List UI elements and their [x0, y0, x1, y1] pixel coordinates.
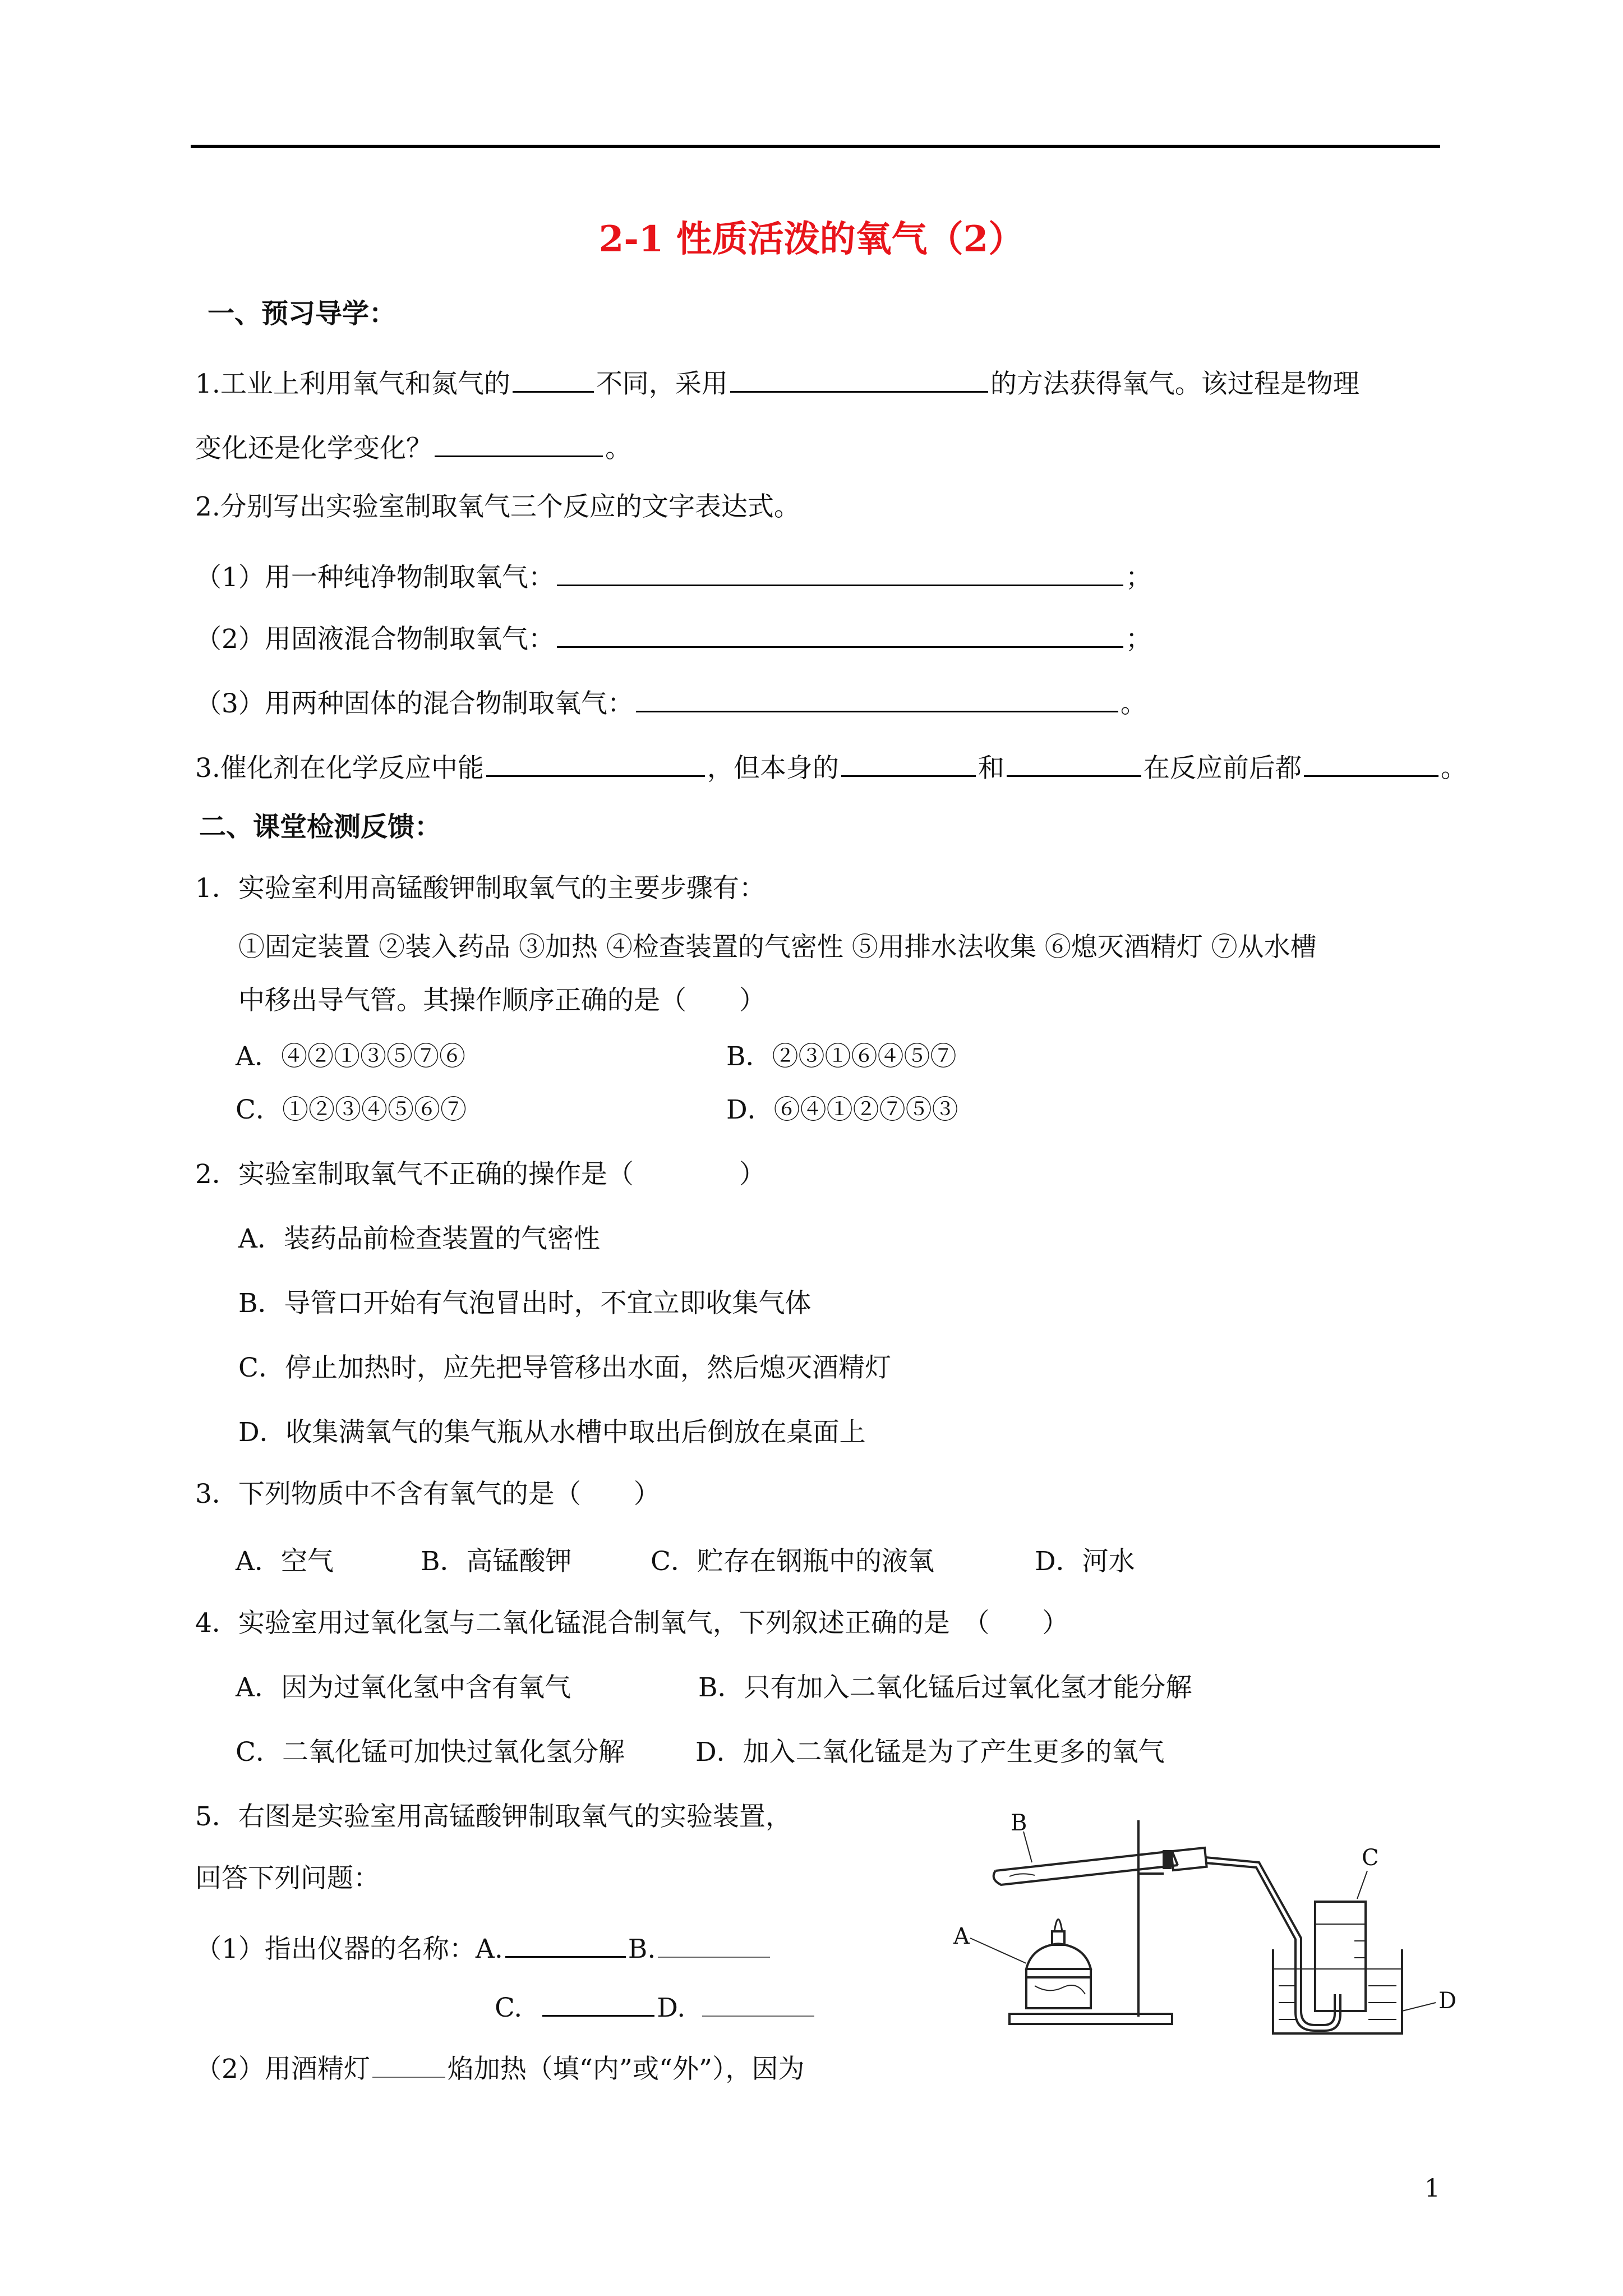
page-number: 1 [1424, 2174, 1440, 2203]
alcohol-lamp [1026, 1920, 1091, 2009]
answer-blank[interactable] [730, 365, 988, 393]
s2-q1-option-d[interactable]: D．⑥④①②⑦⑤③ [726, 1094, 958, 1125]
s2-q1-steps: ①固定装置 ②装入药品 ③加热 ④检查装置的气密性 ⑤用排水法收集 ⑥熄灭酒精灯 ⑦从水槽 [238, 932, 1317, 963]
water-trough [1273, 1949, 1402, 2033]
s2-q3-option-b[interactable]: B．高锰酸钾 [421, 1546, 572, 1577]
s2-q5-part-1-line-1: （1）指出仪器的名称：A. B. [195, 1930, 772, 1962]
label-c: C [1362, 1845, 1379, 1871]
s2-q4-option-d[interactable]: D．加入二氧化锰是为了产生更多的氧气 [695, 1737, 1165, 1768]
s1-question-2: 2.分别写出实验室制取氧气三个反应的文字表达式。 [195, 491, 800, 522]
label-c-leader [1357, 1871, 1367, 1899]
s2-q1-stem: 1．实验室利用高锰酸钾制取氧气的主要步骤有： [195, 873, 766, 904]
s2-q5-part-1-line-2: C. D. [495, 1989, 817, 2021]
s2-q2-option-a[interactable]: A．装药品前检查装置的气密性 [238, 1223, 600, 1254]
answer-blank[interactable] [636, 684, 1118, 712]
header-rule [191, 145, 1440, 148]
answer-blank[interactable] [1304, 749, 1438, 777]
s2-q1-option-c[interactable]: C．①②③④⑤⑥⑦ [236, 1094, 467, 1125]
s2-q3-option-a[interactable]: A．空气 [236, 1546, 334, 1577]
s1-question-2-part-2: （2）用固液混合物制取氧气： ； [195, 620, 1152, 652]
s2-q1-option-a[interactable]: A．④②①③⑤⑦⑥ [236, 1041, 465, 1072]
s1-question-2-part-1: （1）用一种纯净物制取氧气： ； [195, 558, 1152, 591]
label-a: A [953, 1924, 970, 1949]
stand-base [1009, 2014, 1172, 2024]
section-heading-feedback: 二、课堂检测反馈： [199, 811, 442, 843]
s2-q1-steps-2: 中移出导气管。其操作顺序正确的是（ ） [238, 985, 766, 1016]
label-b-leader [1023, 1832, 1032, 1862]
s2-q2-option-b[interactable]: B．导管口开始有气泡冒出时，不宜立即收集气体 [238, 1288, 811, 1319]
s2-q5-stem: 5．右图是实验室用高锰酸钾制取氧气的实验装置， [195, 1801, 792, 1832]
answer-blank[interactable] [841, 749, 976, 777]
label-d: D [1438, 1988, 1457, 2014]
s2-q2-stem: 2．实验室制取氧气不正确的操作是（ ） [195, 1159, 766, 1190]
s2-q2-option-c[interactable]: C．停止加热时，应先把导管移出水面，然后熄灭酒精灯 [238, 1352, 891, 1383]
section-heading-preview: 一、预习导学： [208, 298, 396, 329]
s2-q5-stem-2: 回答下列问题： [195, 1863, 380, 1894]
answer-blank[interactable] [505, 1930, 626, 1958]
s2-q4-option-c[interactable]: C．二氧化锰可加快过氧化氢分解 [236, 1737, 625, 1768]
s2-q1-option-b[interactable]: B．②③①⑥④⑤⑦ [726, 1041, 957, 1072]
s1-question-1-line-2: 变化还是化学变化？ 。 [195, 429, 631, 462]
s2-q5-part-2: （2）用酒精灯 焰加热（填“内”或“外”），因为 [195, 2050, 805, 2082]
answer-blank[interactable] [513, 365, 594, 393]
s1-question-1-line-1: 1.工业上利用氧气和氮气的 不同，采用 的方法获得氧气。该过程是物理 [195, 365, 1359, 397]
answer-blank[interactable] [1007, 749, 1141, 777]
s1-question-2-part-3: （3）用两种固体的混合物制取氧气： 。 [195, 684, 1147, 717]
answer-blank[interactable] [557, 558, 1123, 586]
s2-q4-option-a[interactable]: A．因为过氧化氢中含有氧气 [236, 1672, 571, 1703]
answer-blank[interactable] [658, 1930, 770, 1958]
test-tube [994, 1848, 1207, 1885]
s1-question-3: 3.催化剂在化学反应中能 ，但本身的 和 在反应前后都 。 [195, 749, 1467, 781]
s2-q4-option-b[interactable]: B．只有加入二氧化锰后过氧化氢才能分解 [698, 1672, 1192, 1703]
page-title: 2-1 性质活泼的氧气（2） [598, 218, 1025, 260]
label-a-leader [970, 1938, 1026, 1963]
label-d-leader [1402, 2003, 1436, 2011]
answer-blank[interactable] [372, 2050, 445, 2078]
s2-q2-option-d[interactable]: D．收集满氧气的集气瓶从水槽中取出后倒放在桌面上 [238, 1417, 866, 1448]
s2-q3-option-d[interactable]: D．河水 [1035, 1546, 1135, 1577]
label-b: B [1011, 1810, 1027, 1836]
answer-blank[interactable] [486, 749, 705, 777]
s2-q4-stem: 4．实验室用过氧化氢与二氧化锰混合制氧气，下列叙述正确的是 （ ） [195, 1608, 1069, 1639]
answer-blank[interactable] [435, 429, 603, 457]
answer-blank[interactable] [557, 620, 1123, 648]
s2-q3-stem: 3．下列物质中不含有氧气的是（ ） [195, 1479, 660, 1510]
answer-blank[interactable] [702, 1989, 814, 2017]
answer-blank[interactable] [542, 1989, 654, 2017]
s2-q3-option-c[interactable]: C．贮存在钢瓶中的液氧 [651, 1546, 934, 1577]
apparatus-figure [942, 1809, 1469, 2045]
